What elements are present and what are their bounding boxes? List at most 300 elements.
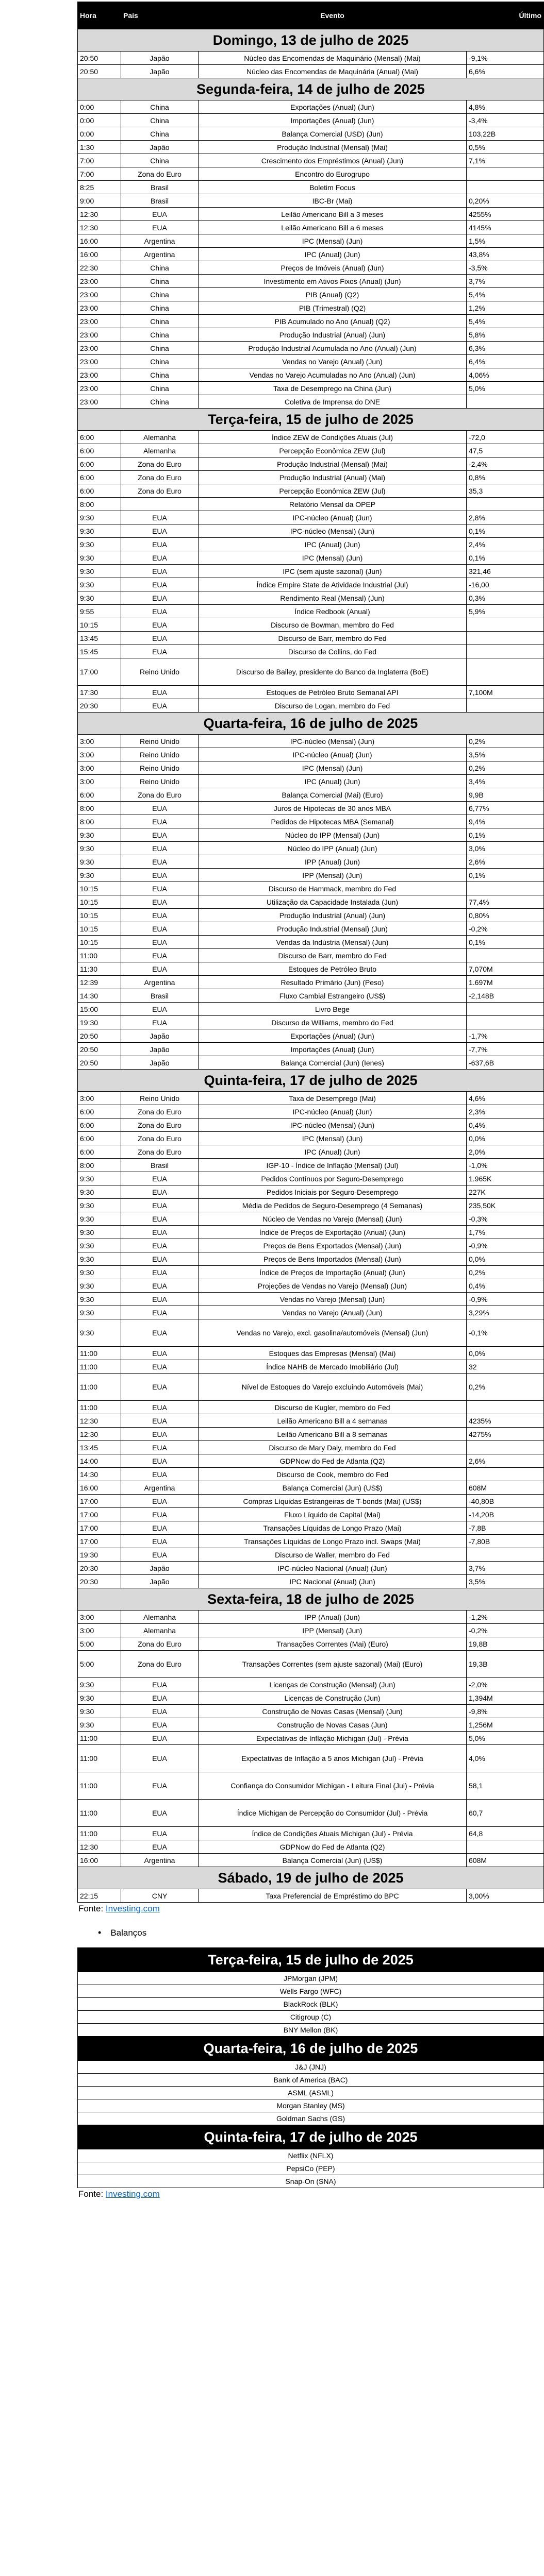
event-last-value: 1,2% <box>467 301 544 315</box>
event-row <box>78 658 544 686</box>
event-last-value: -2,0% <box>467 1678 544 1691</box>
event-time: 23:00 <box>78 342 121 355</box>
source-label: Fonte: <box>78 2189 106 2199</box>
event-country: EUA <box>121 1745 199 1772</box>
event-time: 20:50 <box>78 65 121 78</box>
event-time: 20:30 <box>78 1562 121 1575</box>
event-row <box>78 457 544 471</box>
event-last-value: 0,4% <box>467 1118 544 1132</box>
event-last-value: 1.697M <box>467 976 544 989</box>
event-name: Livro Bege <box>199 1003 467 1016</box>
event-country: EUA <box>121 1827 199 1840</box>
event-last-value <box>467 1016 544 1029</box>
event-country: China <box>121 288 199 301</box>
earnings-company: Goldman Sachs (GS) <box>78 2112 544 2125</box>
earnings-day-row <box>78 2125 544 2149</box>
event-last-value: 4,8% <box>467 100 544 114</box>
event-name: Índice NAHB de Mercado Imobiliário (Jul) <box>199 1360 467 1374</box>
event-row <box>78 1319 544 1347</box>
event-last-value <box>467 1468 544 1481</box>
event-name: Índice de Preços de Importação (Anual) (Jun) <box>199 1266 467 1279</box>
event-country: China <box>121 382 199 395</box>
event-last-value: -0,3% <box>467 1212 544 1226</box>
event-name: Índice Redbook (Anual) <box>199 605 467 618</box>
event-row <box>78 802 544 815</box>
event-row <box>78 1374 544 1401</box>
event-name: Discurso de Hammack, membro do Fed <box>199 882 467 895</box>
event-name: Transações Líquidas de Longo Prazo incl. Swaps (Mai) <box>199 1535 467 1548</box>
event-time: 20:50 <box>78 1056 121 1070</box>
event-time: 3:00 <box>78 735 121 748</box>
event-last-value: -1,0% <box>467 1159 544 1172</box>
event-row <box>78 1043 544 1056</box>
event-time: 9:30 <box>78 1718 121 1732</box>
event-last-value: 235,50K <box>467 1199 544 1212</box>
event-name: Leilão Americano Bill a 4 semanas <box>199 1414 467 1428</box>
event-time: 9:30 <box>78 1293 121 1306</box>
event-name: IPP (Anual) (Jun) <box>199 1611 467 1624</box>
event-country: Argentina <box>121 1854 199 1867</box>
event-time: 23:00 <box>78 382 121 395</box>
earnings-company: Morgan Stanley (MS) <box>78 2099 544 2112</box>
event-time: 14:00 <box>78 1454 121 1468</box>
event-last-value: 0,0% <box>467 1347 544 1360</box>
event-last-value: 6,3% <box>467 342 544 355</box>
event-time: 11:00 <box>78 1800 121 1827</box>
event-country: Zona do Euro <box>121 1145 199 1159</box>
event-time: 6:00 <box>78 788 121 802</box>
event-last-value: 0,1% <box>467 936 544 949</box>
event-country: EUA <box>121 1678 199 1691</box>
event-time: 17:00 <box>78 1535 121 1548</box>
event-row <box>78 538 544 551</box>
event-last-value <box>467 1441 544 1454</box>
source-link[interactable]: Investing.com <box>105 2189 160 2199</box>
event-name: Índice de Preços de Exportação (Anual) (Jun) <box>199 1226 467 1239</box>
event-time: 9:30 <box>78 538 121 551</box>
event-last-value: 0,2% <box>467 735 544 748</box>
event-country: Zona do Euro <box>121 788 199 802</box>
event-row <box>78 141 544 154</box>
event-row <box>78 775 544 788</box>
event-row <box>78 1535 544 1548</box>
event-last-value <box>467 658 544 686</box>
event-time: 3:00 <box>78 1624 121 1637</box>
day-title: Quinta-feira, 17 de julho de 2025 <box>78 1070 544 1092</box>
event-row <box>78 342 544 355</box>
event-last-value: 0,3% <box>467 591 544 605</box>
event-name: IPC (Mensal) (Jun) <box>199 234 467 248</box>
event-last-value <box>467 618 544 632</box>
event-time: 9:30 <box>78 511 121 524</box>
event-time: 23:00 <box>78 288 121 301</box>
event-row <box>78 221 544 234</box>
event-time: 12:30 <box>78 1840 121 1854</box>
event-name: IPC-núcleo (Anual) (Jun) <box>199 1105 467 1118</box>
event-name: Vendas no Varejo (Anual) (Jun) <box>199 1306 467 1319</box>
event-name: IPC (Anual) (Jun) <box>199 775 467 788</box>
event-name: Produção Industrial Acumulada no Ano (Anual) (Jun) <box>199 342 467 355</box>
economic-calendar-table <box>77 2 544 1903</box>
event-country: EUA <box>121 1718 199 1732</box>
event-last-value: 1,5% <box>467 234 544 248</box>
event-name: IPP (Mensal) (Jun) <box>199 869 467 882</box>
event-country: Japão <box>121 141 199 154</box>
event-name: Núcleo das Encomendas de Maquinário (Mensal) (Mai) <box>199 52 467 65</box>
event-last-value: -72,0 <box>467 431 544 444</box>
event-time: 6:00 <box>78 431 121 444</box>
event-country: EUA <box>121 1441 199 1454</box>
event-time: 9:30 <box>78 551 121 565</box>
event-last-value <box>467 882 544 895</box>
event-time: 6:00 <box>78 1132 121 1145</box>
event-time: 17:00 <box>78 658 121 686</box>
event-time: 9:30 <box>78 1266 121 1279</box>
event-name: Percepção Econômica ZEW (Jul) <box>199 484 467 498</box>
event-time: 17:30 <box>78 686 121 699</box>
event-time: 20:50 <box>78 52 121 65</box>
event-name: Discurso de Barr, membro do Fed <box>199 949 467 962</box>
event-time: 9:30 <box>78 1199 121 1212</box>
event-country: Japão <box>121 65 199 78</box>
event-row <box>78 1732 544 1745</box>
event-last-value <box>467 1840 544 1854</box>
event-time: 23:00 <box>78 301 121 315</box>
event-row <box>78 1092 544 1105</box>
event-last-value: 47,5 <box>467 444 544 457</box>
header-hora: Hora <box>78 2 121 29</box>
event-time: 6:00 <box>78 1105 121 1118</box>
event-last-value <box>467 1003 544 1016</box>
event-row <box>78 368 544 382</box>
event-name: Discurso de Williams, membro do Fed <box>199 1016 467 1029</box>
event-last-value: 0,4% <box>467 1279 544 1293</box>
event-country: EUA <box>121 221 199 234</box>
earnings-company: PepsiCo (PEP) <box>78 2162 544 2175</box>
event-last-value: 7,100M <box>467 686 544 699</box>
event-time: 10:15 <box>78 936 121 949</box>
event-time: 10:15 <box>78 618 121 632</box>
event-row <box>78 471 544 484</box>
earnings-section-title <box>98 1927 544 1938</box>
event-name: Índice de Condições Atuais Michigan (Jul) - Prévia <box>199 1827 467 1840</box>
event-row <box>78 1279 544 1293</box>
event-time: 20:30 <box>78 699 121 713</box>
page <box>77 0 544 2199</box>
event-country: EUA <box>121 882 199 895</box>
event-row <box>78 895 544 909</box>
event-last-value: 608M <box>467 1854 544 1867</box>
event-time: 7:00 <box>78 154 121 167</box>
event-time: 12:30 <box>78 208 121 221</box>
source-note-2 <box>78 2189 544 2199</box>
event-country: EUA <box>121 1185 199 1199</box>
event-name: IPC-núcleo (Anual) (Jun) <box>199 511 467 524</box>
event-time: 6:00 <box>78 444 121 457</box>
source-link[interactable]: Investing.com <box>105 1904 160 1913</box>
event-last-value: 4145% <box>467 221 544 234</box>
event-country: EUA <box>121 815 199 828</box>
event-time: 9:30 <box>78 1172 121 1185</box>
event-row <box>78 355 544 368</box>
event-country: Japão <box>121 1056 199 1070</box>
event-name: Coletiva de Imprensa do DNE <box>199 395 467 409</box>
event-row <box>78 735 544 748</box>
event-last-value: 4,0% <box>467 1745 544 1772</box>
event-time: 12:30 <box>78 1414 121 1428</box>
event-time: 0:00 <box>78 127 121 141</box>
event-row <box>78 1745 544 1772</box>
event-time: 8:25 <box>78 181 121 194</box>
event-row <box>78 855 544 869</box>
event-country: Alemanha <box>121 444 199 457</box>
event-row <box>78 328 544 342</box>
earnings-company: JPMorgan (JPM) <box>78 1972 544 1985</box>
event-row <box>78 551 544 565</box>
event-country: Japão <box>121 1029 199 1043</box>
event-row <box>78 52 544 65</box>
event-time: 20:50 <box>78 1029 121 1043</box>
event-time: 20:50 <box>78 1043 121 1056</box>
event-name: IPP (Anual) (Jun) <box>199 855 467 869</box>
event-row <box>78 618 544 632</box>
event-row <box>78 275 544 288</box>
event-last-value: 5,4% <box>467 315 544 328</box>
event-time: 11:00 <box>78 1374 121 1401</box>
event-row <box>78 1239 544 1252</box>
event-time: 9:30 <box>78 1678 121 1691</box>
event-time: 11:00 <box>78 1745 121 1772</box>
event-last-value: 9,9B <box>467 788 544 802</box>
event-last-value: -2,148B <box>467 989 544 1003</box>
event-last-value: 2,8% <box>467 511 544 524</box>
event-time: 9:30 <box>78 1279 121 1293</box>
event-row <box>78 1705 544 1718</box>
event-last-value: 0,1% <box>467 828 544 842</box>
event-name: Média de Pedidos de Seguro-Desemprego (4 Semanas) <box>199 1199 467 1212</box>
event-row <box>78 869 544 882</box>
event-last-value: 5,0% <box>467 1732 544 1745</box>
event-country: Brasil <box>121 1159 199 1172</box>
event-row <box>78 922 544 936</box>
event-name: Construção de Novas Casas (Mensal) (Jun) <box>199 1705 467 1718</box>
event-name: Índice ZEW de Condições Atuais (Jul) <box>199 431 467 444</box>
event-country: China <box>121 395 199 409</box>
event-time: 10:15 <box>78 882 121 895</box>
event-last-value: 6,77% <box>467 802 544 815</box>
earnings-company-row <box>78 2175 544 2188</box>
event-country: Argentina <box>121 1481 199 1495</box>
event-country: EUA <box>121 1454 199 1468</box>
event-name: PIB Acumulado no Ano (Anual) (Q2) <box>199 315 467 328</box>
event-name: Produção Industrial (Anual) (Jun) <box>199 909 467 922</box>
event-country: EUA <box>121 208 199 221</box>
event-name: Produção Industrial (Mensal) (Mai) <box>199 457 467 471</box>
event-row <box>78 882 544 895</box>
day-title: Terça-feira, 15 de julho de 2025 <box>78 409 544 431</box>
event-name: Índice Michigan de Percepção do Consumidor (Jul) - Prévia <box>199 1800 467 1827</box>
event-row <box>78 976 544 989</box>
event-name: Estoques de Petróleo Bruto <box>199 962 467 976</box>
event-country: EUA <box>121 1172 199 1185</box>
event-last-value: 2,6% <box>467 855 544 869</box>
event-name: Transações Correntes (sem ajuste sazonal) (Mai) (Euro) <box>199 1651 467 1678</box>
event-last-value: 19,8B <box>467 1637 544 1651</box>
event-country: EUA <box>121 802 199 815</box>
event-last-value <box>467 1401 544 1414</box>
event-row <box>78 632 544 645</box>
event-country: EUA <box>121 1212 199 1226</box>
event-row <box>78 1199 544 1212</box>
earnings-table <box>77 1947 544 2188</box>
event-time: 1:30 <box>78 141 121 154</box>
event-time: 23:00 <box>78 368 121 382</box>
event-time: 9:30 <box>78 1185 121 1199</box>
event-name: IPC (sem ajuste sazonal) (Jun) <box>199 565 467 578</box>
event-name: Utilização da Capacidade Instalada (Jun) <box>199 895 467 909</box>
event-row <box>78 1827 544 1840</box>
event-time: 8:00 <box>78 498 121 511</box>
event-row <box>78 301 544 315</box>
event-time: 22:15 <box>78 1889 121 1903</box>
event-row <box>78 1575 544 1588</box>
event-time: 5:00 <box>78 1637 121 1651</box>
event-last-value: 0,2% <box>467 761 544 775</box>
event-country: EUA <box>121 855 199 869</box>
event-country: EUA <box>121 618 199 632</box>
event-last-value: 1,394M <box>467 1691 544 1705</box>
event-country: EUA <box>121 686 199 699</box>
earnings-company-row <box>78 2024 544 2037</box>
day-header-row <box>78 409 544 431</box>
earnings-company-row <box>78 2011 544 2024</box>
event-country: China <box>121 261 199 275</box>
event-name: Vendas no Varejo (Anual) (Jun) <box>199 355 467 368</box>
event-row <box>78 1118 544 1132</box>
event-name: Núcleo do IPP (Mensal) (Jun) <box>199 828 467 842</box>
event-country: EUA <box>121 1401 199 1414</box>
event-name: Pedidos de Hipotecas MBA (Semanal) <box>199 815 467 828</box>
event-time: 11:00 <box>78 1347 121 1360</box>
event-country: Zona do Euro <box>121 1651 199 1678</box>
event-time: 9:30 <box>78 591 121 605</box>
event-row <box>78 686 544 699</box>
event-country: Reino Unido <box>121 775 199 788</box>
event-country: EUA <box>121 1239 199 1252</box>
event-name: Licenças de Construção (Jun) <box>199 1691 467 1705</box>
event-time: 9:30 <box>78 842 121 855</box>
event-country: EUA <box>121 828 199 842</box>
earnings-company: BNY Mellon (BK) <box>78 2024 544 2037</box>
event-row <box>78 1266 544 1279</box>
event-row <box>78 1428 544 1441</box>
event-name: Núcleo do IPP (Anual) (Jun) <box>199 842 467 855</box>
event-country: EUA <box>121 842 199 855</box>
event-last-value: -0,2% <box>467 1624 544 1637</box>
event-last-value: -2,4% <box>467 457 544 471</box>
event-time: 12:39 <box>78 976 121 989</box>
event-country: Brasil <box>121 989 199 1003</box>
event-name: Expectativas de Inflação Michigan (Jul) - Prévia <box>199 1732 467 1745</box>
day-header-row <box>78 1588 544 1611</box>
event-name: Discurso de Mary Daly, membro do Fed <box>199 1441 467 1454</box>
event-time: 23:00 <box>78 275 121 288</box>
event-time: 9:30 <box>78 828 121 842</box>
event-name: IPC (Anual) (Jun) <box>199 538 467 551</box>
event-time: 11:00 <box>78 1732 121 1745</box>
event-last-value: -3,4% <box>467 114 544 127</box>
event-country: China <box>121 328 199 342</box>
event-row <box>78 208 544 221</box>
earnings-company: BlackRock (BLK) <box>78 1998 544 2011</box>
event-name: Exportações (Anual) (Jun) <box>199 100 467 114</box>
event-row <box>78 167 544 181</box>
event-time: 9:30 <box>78 855 121 869</box>
event-time: 3:00 <box>78 1611 121 1624</box>
event-row <box>78 1651 544 1678</box>
event-country: EUA <box>121 1840 199 1854</box>
earnings-company-row <box>78 1985 544 1998</box>
event-name: Discurso de Bowman, membro do Fed <box>199 618 467 632</box>
source-label: Fonte: <box>78 1904 106 1913</box>
event-last-value: 3,5% <box>467 1575 544 1588</box>
event-country: EUA <box>121 895 199 909</box>
earnings-company: Wells Fargo (WFC) <box>78 1985 544 1998</box>
event-country: China <box>121 368 199 382</box>
day-title: Domingo, 13 de julho de 2025 <box>78 29 544 52</box>
event-name: Pedidos Iniciais por Seguro-Desemprego <box>199 1185 467 1199</box>
earnings-company: Netflix (NFLX) <box>78 2149 544 2162</box>
event-time: 16:00 <box>78 248 121 261</box>
event-name: Transações Líquidas de Longo Prazo (Mai) <box>199 1521 467 1535</box>
event-name: IPC (Mensal) (Jun) <box>199 551 467 565</box>
event-row <box>78 1624 544 1637</box>
event-last-value: 5,9% <box>467 605 544 618</box>
event-time: 9:30 <box>78 1319 121 1347</box>
event-country: Zona do Euro <box>121 167 199 181</box>
event-time: 9:30 <box>78 1691 121 1705</box>
earnings-body <box>78 1948 544 2188</box>
event-time: 0:00 <box>78 100 121 114</box>
event-last-value: 5,4% <box>467 288 544 301</box>
event-last-value: 9,4% <box>467 815 544 828</box>
event-time: 23:00 <box>78 315 121 328</box>
event-country: EUA <box>121 1266 199 1279</box>
event-country: China <box>121 100 199 114</box>
header-ultimo: Último <box>467 2 544 29</box>
event-last-value: 3,7% <box>467 275 544 288</box>
event-name: Discurso de Barr, membro do Fed <box>199 632 467 645</box>
event-name: IPC-núcleo Nacional (Anual) (Jun) <box>199 1562 467 1575</box>
event-last-value: -7,80B <box>467 1535 544 1548</box>
event-country: EUA <box>121 699 199 713</box>
earnings-title-text: Balanços <box>110 1928 147 1938</box>
event-row <box>78 1521 544 1535</box>
event-name: Discurso de Logan, membro do Fed <box>199 699 467 713</box>
event-name: Leilão Americano Bill a 3 meses <box>199 208 467 221</box>
event-name: Produção Industrial (Anual) (Jun) <box>199 328 467 342</box>
event-time: 3:00 <box>78 761 121 775</box>
event-last-value: -0,9% <box>467 1239 544 1252</box>
event-row <box>78 1293 544 1306</box>
event-row <box>78 1718 544 1732</box>
event-country: EUA <box>121 1428 199 1441</box>
event-last-value: 32 <box>467 1360 544 1374</box>
earnings-day-title: Quarta-feira, 16 de julho de 2025 <box>78 2037 544 2061</box>
event-country: China <box>121 154 199 167</box>
event-name: Discurso de Waller, membro do Fed <box>199 1548 467 1562</box>
event-country: Zona do Euro <box>121 457 199 471</box>
